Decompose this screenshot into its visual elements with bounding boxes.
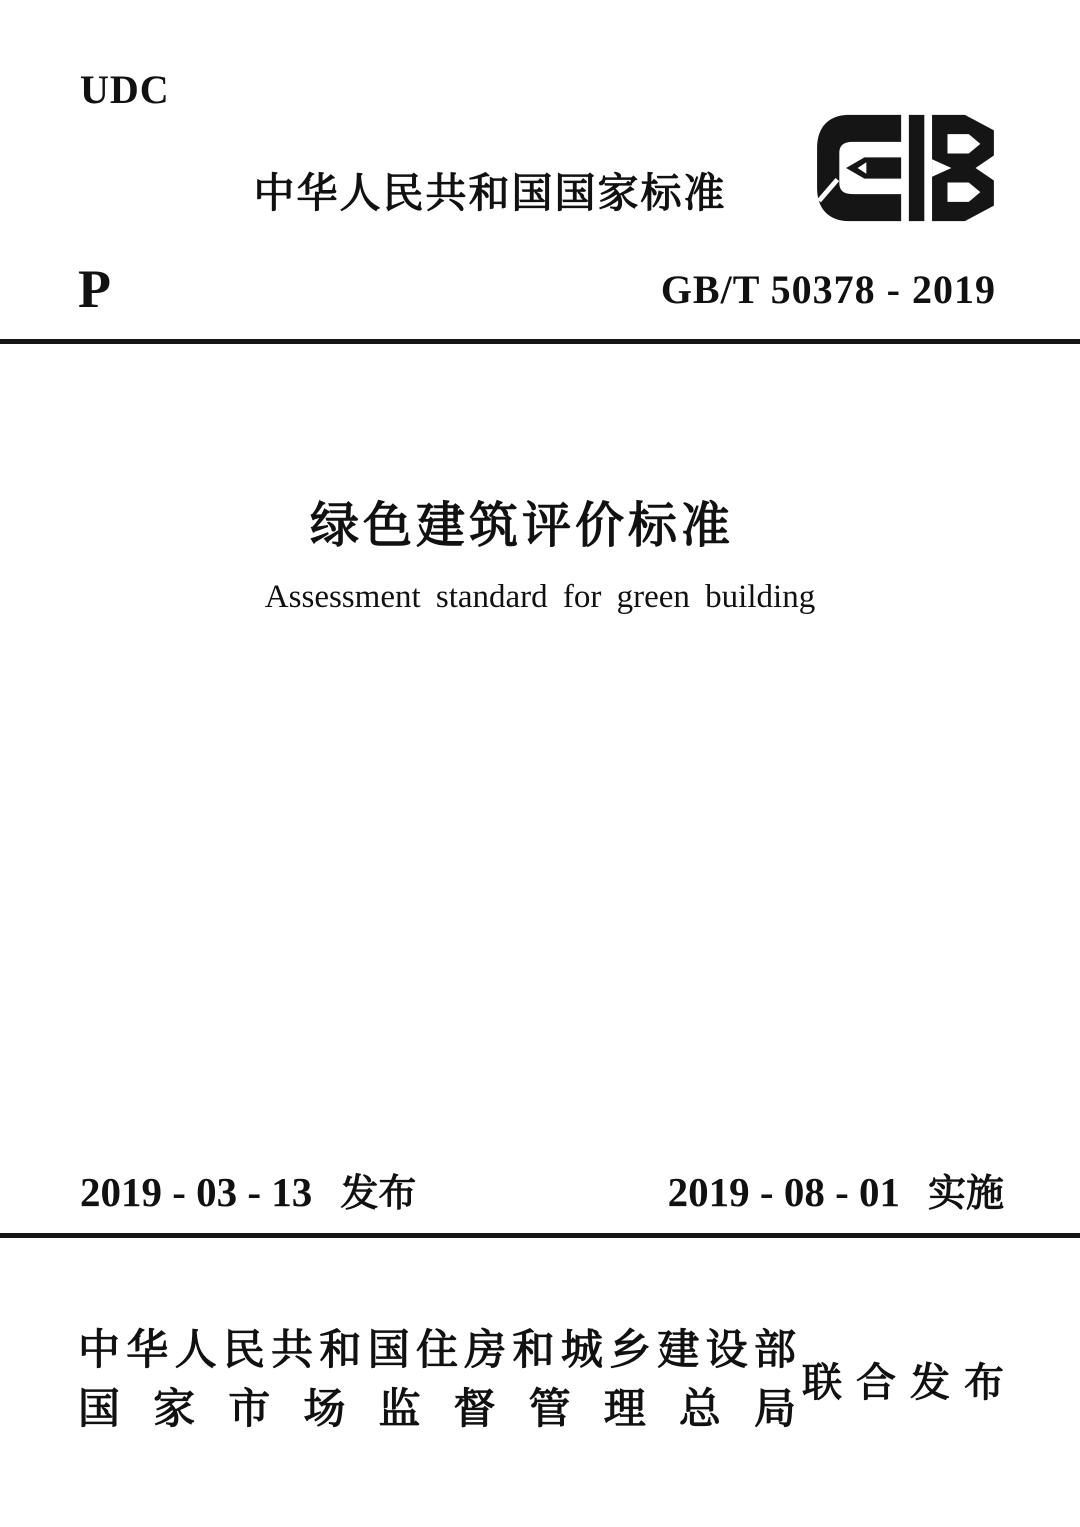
implementation-date-group — [668, 1162, 1004, 1217]
national-standard-heading: 中华人民共和国国家标准 — [253, 170, 727, 216]
publisher-block — [78, 1326, 1018, 1433]
issue-date: 2019 - 03 - 13 — [80, 1169, 313, 1215]
publisher-line-administration: 国 家 市 场 监 督 管 理 总 局 — [78, 1385, 796, 1433]
top-divider — [0, 339, 1080, 344]
publisher-line-ministry: 中 华 人 民 共 和 国 住 房 和 城 乡 建 设 部 — [78, 1326, 796, 1373]
issue-label: 发布 — [340, 1173, 417, 1215]
implementation-date: 2019 - 08 - 01 — [667, 1169, 900, 1215]
document-title-cn: 绿色建筑评价标准 — [309, 498, 734, 553]
issue-date-group — [80, 1162, 416, 1217]
classification-code: P — [78, 259, 111, 319]
udc-label: UDC — [80, 67, 170, 112]
publisher-names — [78, 1328, 796, 1431]
joint-publish-label: 联合发布 — [802, 1361, 1018, 1406]
standard-number: GB/T 50378 - 2019 — [660, 267, 996, 312]
implementation-label: 实施 — [927, 1173, 1004, 1215]
bottom-divider — [0, 1233, 1080, 1238]
gb-logo-icon — [813, 111, 997, 225]
document-title-en: Assessment standard for green building — [264, 579, 816, 615]
dates-row — [80, 1162, 1004, 1217]
